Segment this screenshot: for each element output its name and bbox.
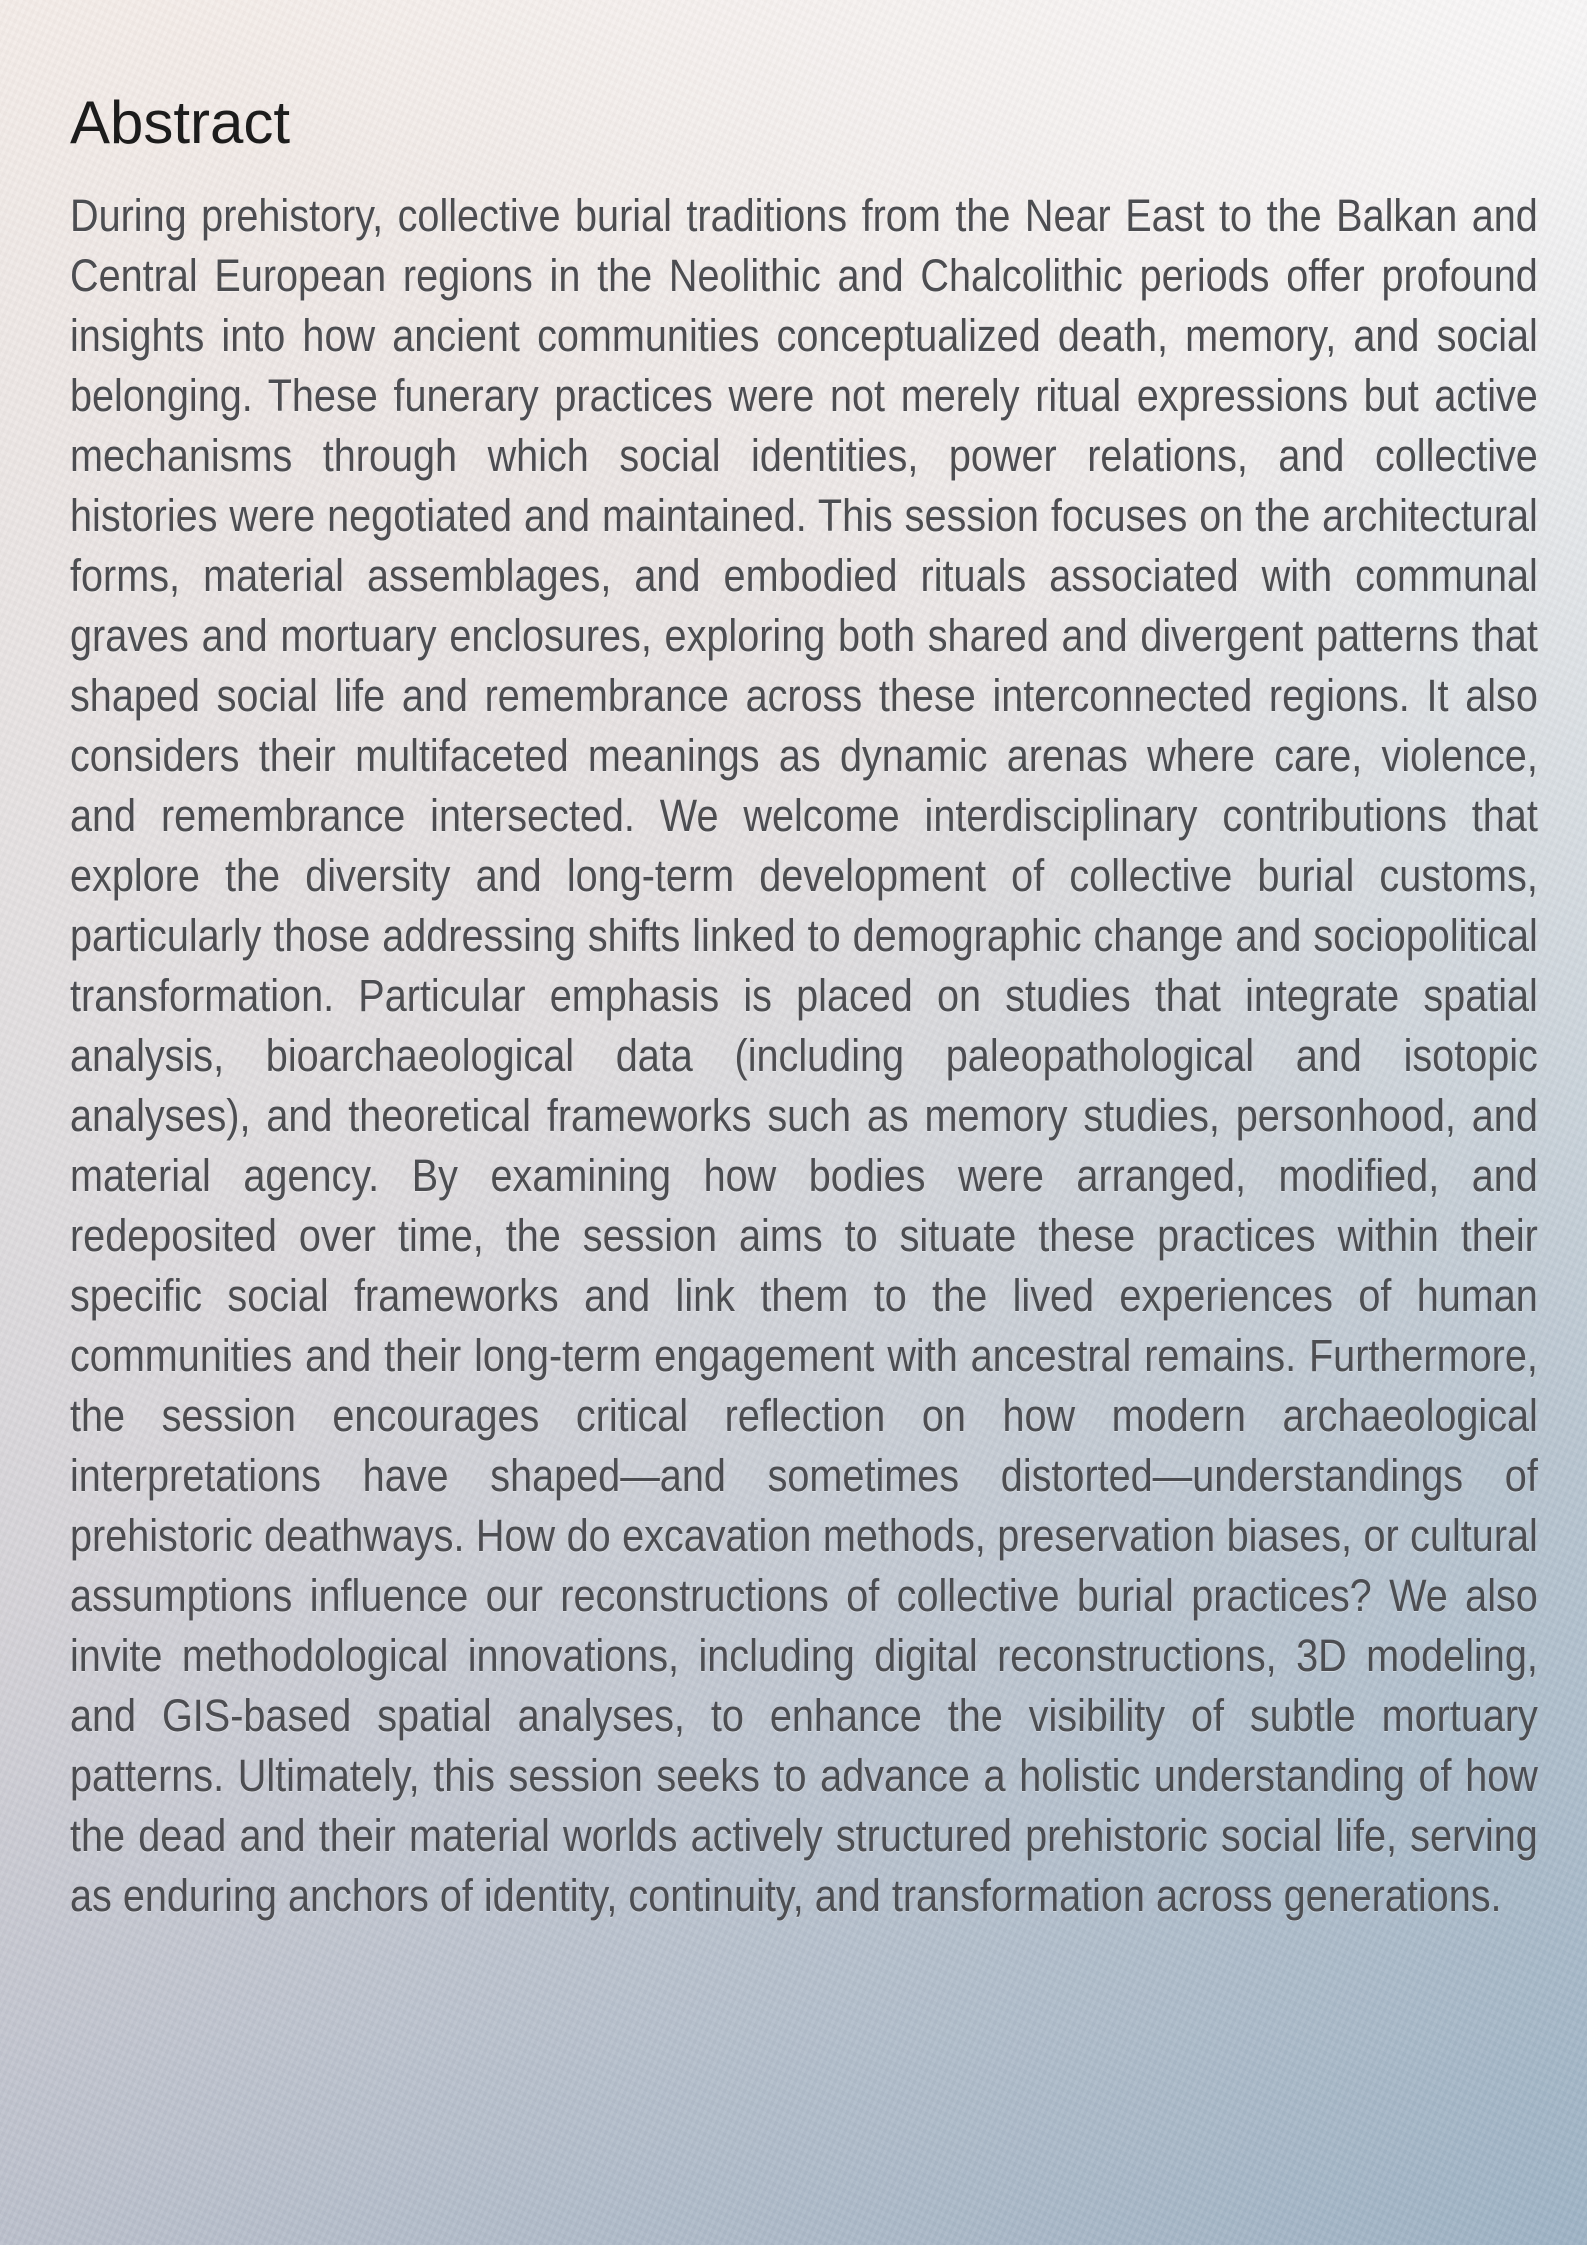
page-title: Abstract	[70, 89, 291, 156]
abstract-text: During prehistory, collective burial traditions from the Near East to the Balkan and Central European regions in the Neolithic and Chalcolithic periods offer profound insights into how ancient communities conceptualized death, memory, and social belonging. These funerary practices were not merely ritual expressions but active mechanisms through which social identities, power relations, and collective histories were negotiated and maintained. This session focuses on the architectural forms, material assemblages, and embodied rituals associated with communal graves and mortuary enclosures, exploring both shared and divergent patterns that shaped social life and remembrance across these interconnected regions. It also considers their multifaceted meanings as dynamic arenas where care, violence, and remembrance intersected. We welcome interdisciplinary contributions that explore the diversity and long-term development of collective burial customs, particularly those addressing shifts linked to demographic change and sociopolitical transformation. Particular emphasis is placed on studies that integrate spatial analysis, bioarchaeological data (including paleopathological and isotopic analyses), and theoretical frameworks such as memory studies, personhood, and material agency. By examining how bodies were arranged, modified, and redeposited over time, the session aims to situate these practices within their specific social frameworks and link them to the lived experiences of human communities and their long-term engagement with ancestral remains. Furthermore, the session encourages critical reflection on how modern archaeological interpretations have shaped—and sometimes distorted—understandings of prehistoric deathways. How do excavation methods, preservation biases, or cultural assumptions influence our reconstructions of collective burial practices? We also invite methodological innovations, including digital reconstructions, 3D modeling, and GIS-based spatial analyses, to enhance the visibility of subtle mortuary patterns. Ultimately, this session seeks to advance a holistic understanding of how the dead and their material worlds actively structured prehistoric social life, serving as enduring anchors of identity, continuity, and transformation across generations.	[70, 190, 1538, 1921]
